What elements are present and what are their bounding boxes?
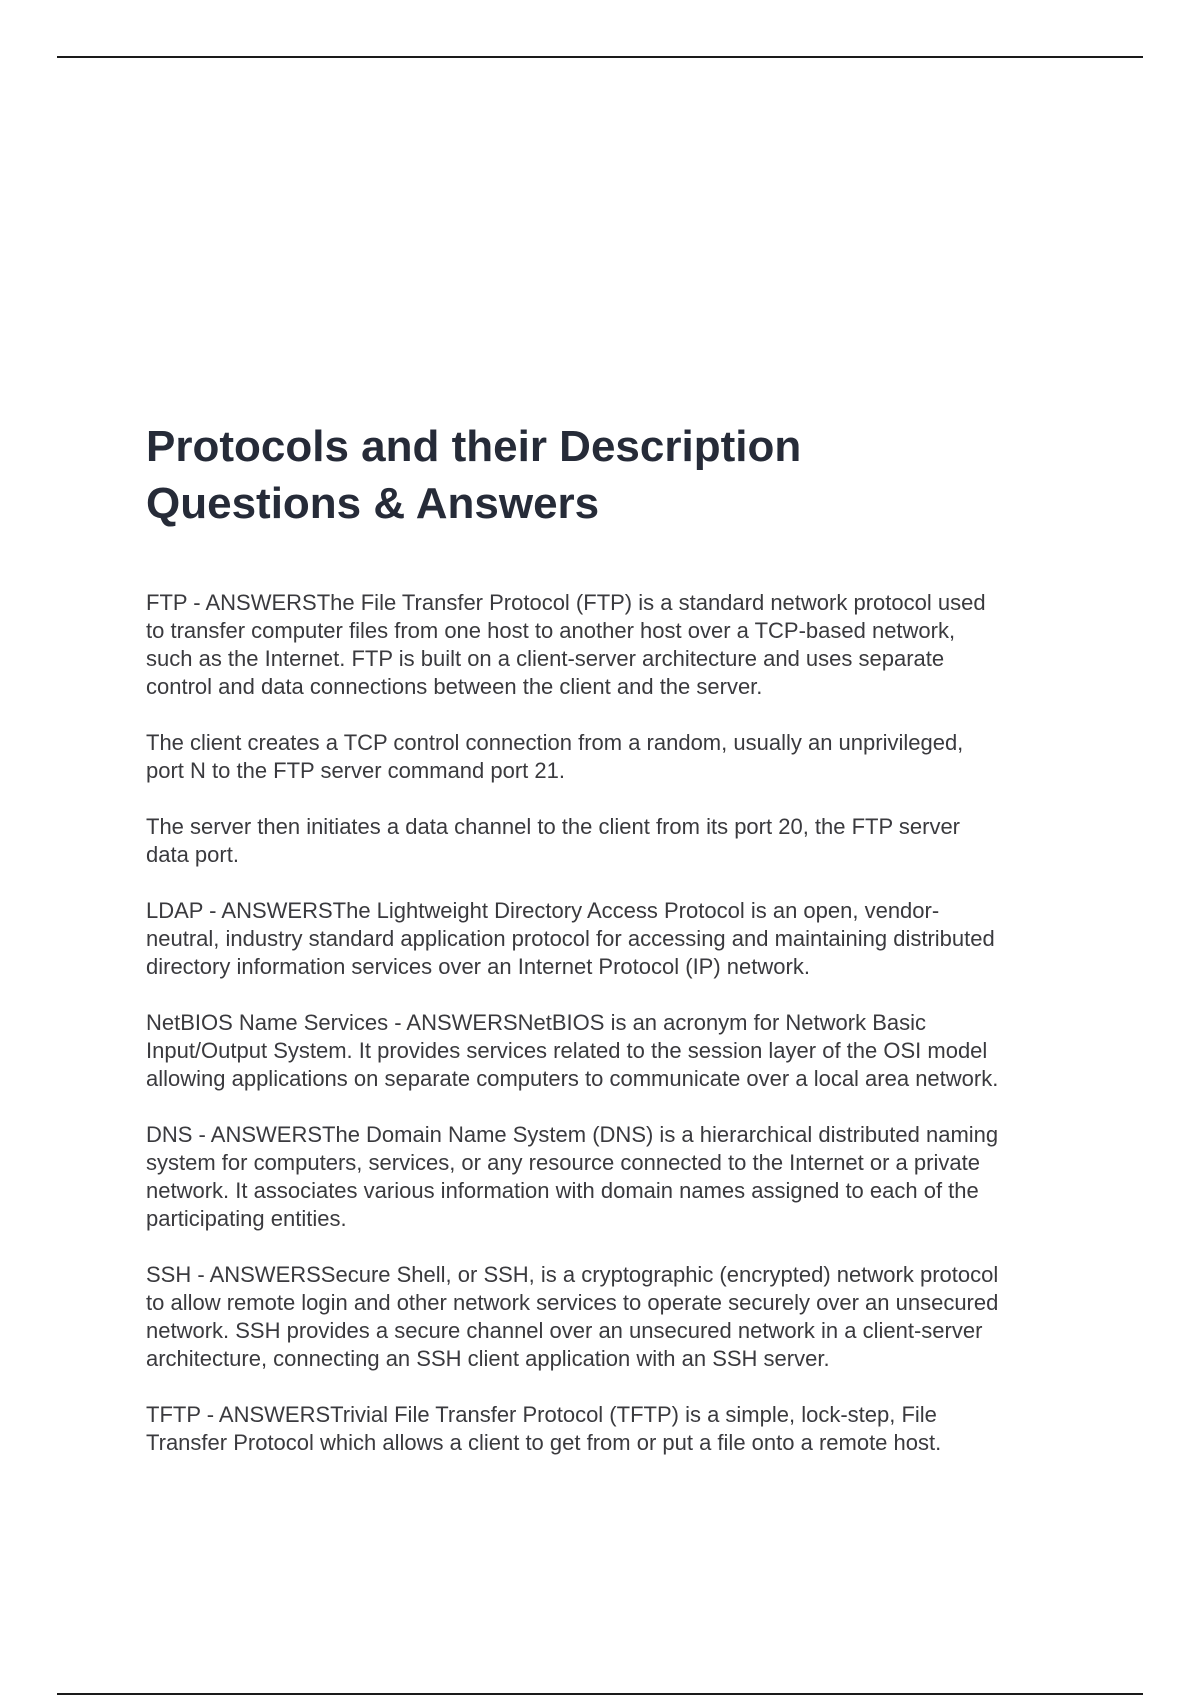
qa-entry-ftp-data: The server then initiates a data channel to the client from its port 20, the FTP server data port. [146,814,960,867]
qa-list [146,589,1086,1457]
qa-entry-dns: DNS - ANSWERSThe Domain Name System (DNS) is a hierarchical distributed naming system for computers, services, or any resource connected to the Internet or a private network. It associates various information with domain names assigned to each of the participating entities. [146,1122,999,1231]
qa-entry-ldap: LDAP - ANSWERSThe Lightweight Directory Access Protocol is an open, vendor- neutral, industry standard application protocol for accessing and maintaining distributed directory information services over an Internet Protocol (IP) network. [146,898,995,979]
document-body [146,418,1086,1485]
footer-rule [57,1693,1143,1695]
qa-entry-tftp: TFTP - ANSWERSTrivial File Transfer Protocol (TFTP) is a simple, lock-step, File Transfer Protocol which allows a client to get from or put a file onto a remote host. [146,1402,942,1455]
qa-entry-ftp: FTP - ANSWERSThe File Transfer Protocol (FTP) is a standard network protocol used to transfer computer files from one host to another host over a TCP-based network, such as the Internet. FTP is built on a client-server architecture and uses separate control and data connections between the client and the server. [146,590,986,699]
title-line: Questions & Answers [146,479,600,528]
qa-entry-netbios: NetBIOS Name Services - ANSWERSNetBIOS is an acronym for Network Basic Input/Output System. It provides services related to the session layer of the OSI model allowing applications on separate computers to communicate over a local area network. [146,1010,999,1091]
qa-entry-ssh: SSH - ANSWERSSecure Shell, or SSH, is a cryptographic (encrypted) network protocol to allow remote login and other network services to operate securely over an unsecured network. SSH provides a secure channel over an unsecured network in a client-server architecture, connecting an SSH client application with an SSH server. [146,1262,999,1371]
qa-entry-ftp-control: The client creates a TCP control connection from a random, usually an unprivileged, port N to the FTP server command port 21. [146,730,964,783]
document-title [146,418,1086,532]
header-rule [57,56,1143,58]
title-line: Protocols and their Description [146,422,802,471]
